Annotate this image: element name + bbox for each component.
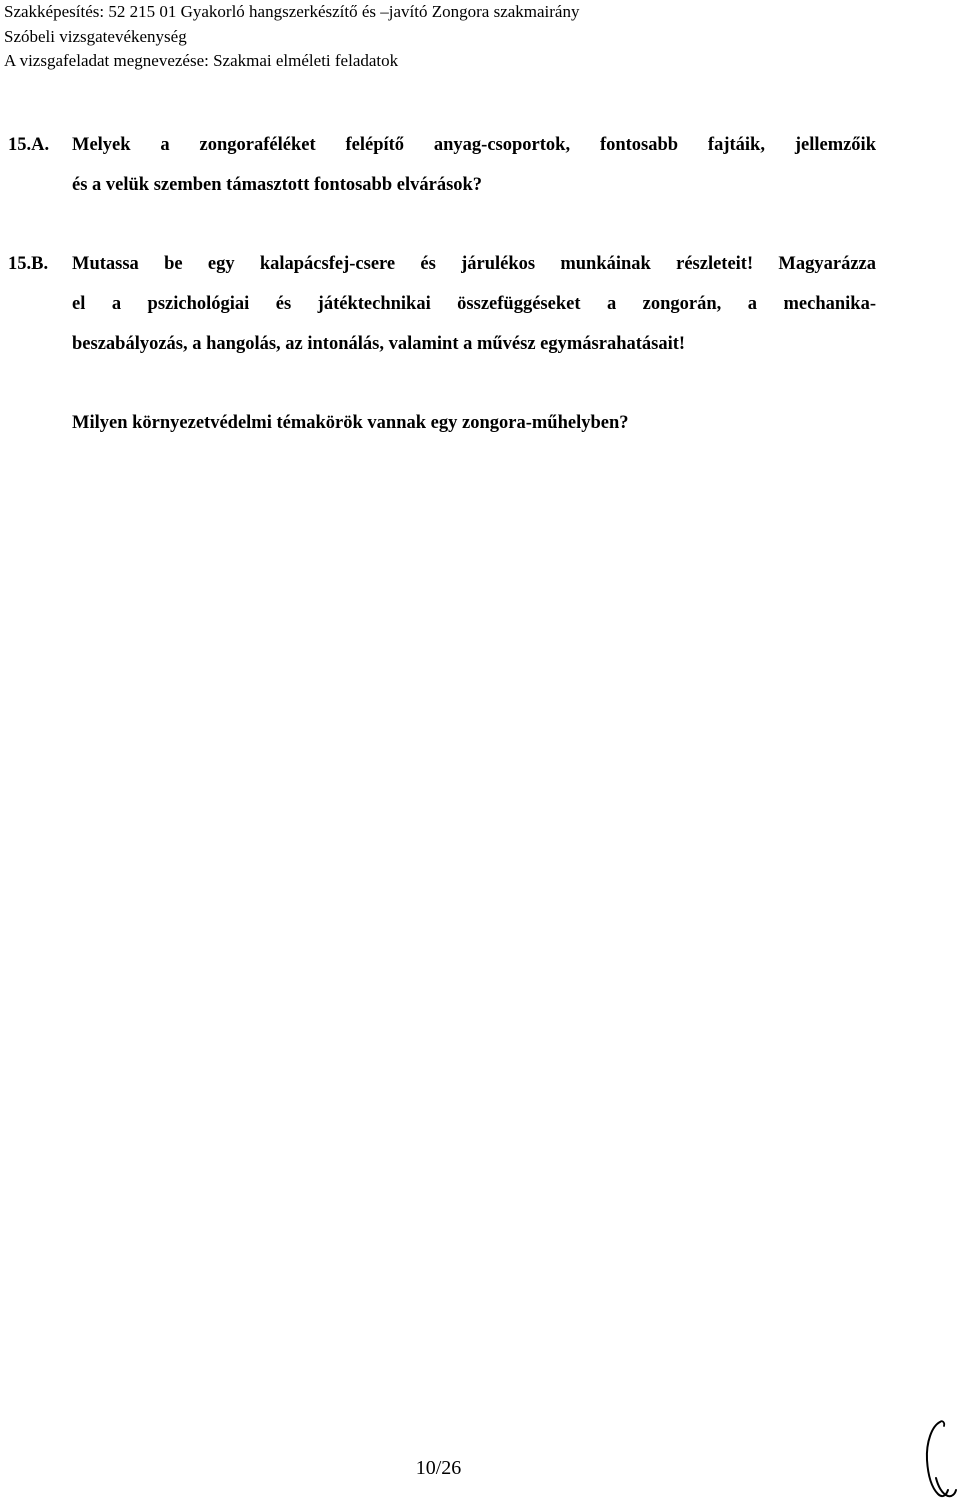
page-header [4,0,944,74]
header-qualification: Szakképesítés: 52 215 01 Gyakorló hangszerkészítő és –javító Zongora szakmairány [4,2,580,21]
question-15a [8,125,876,205]
question-15b-line2: el a pszichológiai és játéktechnikai összefüggéseket a zongorán, a mechanika- [72,294,876,314]
question-15a-line1: Melyek a zongoraféléket felépítő anyag-csoportok, fontosabb fajtáik, jellemzőik [72,135,876,155]
signature-mark [918,1416,958,1502]
question-15a-line2: és a velük szemben támasztott fontosabb elvárások? [72,175,483,195]
question-15b [8,244,876,364]
question-15c [8,403,876,443]
header-task-name: A vizsgafeladat megnevezése: Szakmai elméleti feladatok [4,51,399,70]
question-15a-number: 15.A. [8,135,50,155]
page-number: 10/26 [415,1457,462,1479]
question-15b-number: 15.B. [8,254,49,274]
question-15c-line1: Milyen környezetvédelmi témakörök vannak egy zongora-műhelyben? [72,413,629,433]
question-15b-line1: Mutassa be egy kalapácsfej-csere és járulékos munkáinak részleteit! Magyarázza [72,254,876,274]
question-15b-line3: beszabályozás, a hangolás, az intonálás, valamint a művész egymásrahatásait! [72,334,686,354]
header-exam-activity: Szóbeli vizsgatevékenység [4,26,187,46]
